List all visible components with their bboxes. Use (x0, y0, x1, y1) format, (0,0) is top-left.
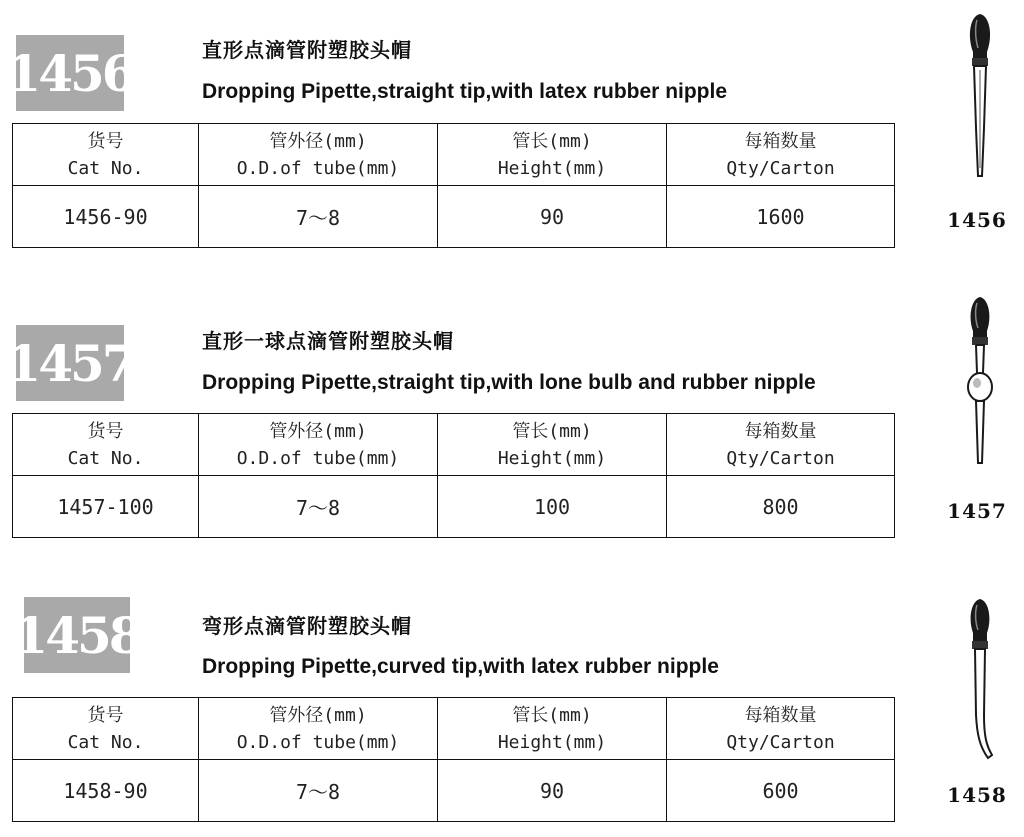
cell-od: 7～8 (199, 186, 438, 248)
table-row (13, 476, 895, 538)
cell-qty: 1600 (667, 186, 895, 248)
header-od: 管外径(mm) O.D.of tube(mm) (199, 414, 438, 476)
header-qty: 每箱数量 Qty/Carton (667, 698, 895, 760)
header-cat-no: 货号 Cat No. (13, 414, 199, 476)
image-label: 1456 (947, 208, 1007, 232)
cell-od: 7～8 (199, 476, 438, 538)
cell-height: 100 (438, 476, 667, 538)
header-height: 管长(mm) Height(mm) (438, 414, 667, 476)
product-section-1457 (0, 291, 1024, 551)
product-title-cn: 直形一球点滴管附塑胶头帽 (202, 329, 454, 353)
table-header-row (13, 414, 895, 476)
spec-table (12, 123, 895, 248)
header-height: 管长(mm) Height(mm) (438, 698, 667, 760)
header-qty: 每箱数量 Qty/Carton (667, 414, 895, 476)
product-section-1458 (0, 575, 1024, 835)
cell-qty: 600 (667, 760, 895, 822)
bulb-dropping-pipette-icon (940, 293, 1020, 473)
image-label: 1457 (947, 499, 1007, 523)
cell-cat-no: 1456-90 (13, 186, 199, 248)
cell-qty: 800 (667, 476, 895, 538)
table-row (13, 186, 895, 248)
table-header-row (13, 698, 895, 760)
curved-dropping-pipette-icon (940, 595, 1020, 775)
image-label: 1458 (947, 783, 1007, 807)
cell-cat-no: 1458-90 (13, 760, 199, 822)
product-title-en: Dropping Pipette,curved tip,with latex rubber nipple (202, 655, 719, 678)
spec-table (12, 413, 895, 538)
table-header-row (13, 124, 895, 186)
product-code-badge: 1458 (24, 597, 130, 673)
product-title-cn: 直形点滴管附塑胶头帽 (202, 38, 412, 62)
straight-dropping-pipette-icon (940, 8, 1020, 188)
product-code-badge: 1457 (16, 325, 124, 401)
product-title-en: Dropping Pipette,straight tip,with latex rubber nipple (202, 80, 728, 103)
header-od: 管外径(mm) O.D.of tube(mm) (199, 698, 438, 760)
product-title-cn: 弯形点滴管附塑胶头帽 (202, 614, 412, 638)
product-title-en: Dropping Pipette,straight tip,with lone bulb and rubber nipple (202, 371, 816, 394)
cell-od: 7～8 (199, 760, 438, 822)
product-section-1456 (0, 0, 1024, 260)
cell-height: 90 (438, 186, 667, 248)
spec-table (12, 697, 895, 822)
header-qty: 每箱数量 Qty/Carton (667, 124, 895, 186)
product-code-badge: 1456 (16, 35, 124, 111)
header-height: 管长(mm) Height(mm) (438, 124, 667, 186)
cell-cat-no: 1457-100 (13, 476, 199, 538)
header-cat-no: 货号 Cat No. (13, 124, 199, 186)
header-od: 管外径(mm) O.D.of tube(mm) (199, 124, 438, 186)
cell-height: 90 (438, 760, 667, 822)
header-cat-no: 货号 Cat No. (13, 698, 199, 760)
table-row (13, 760, 895, 822)
